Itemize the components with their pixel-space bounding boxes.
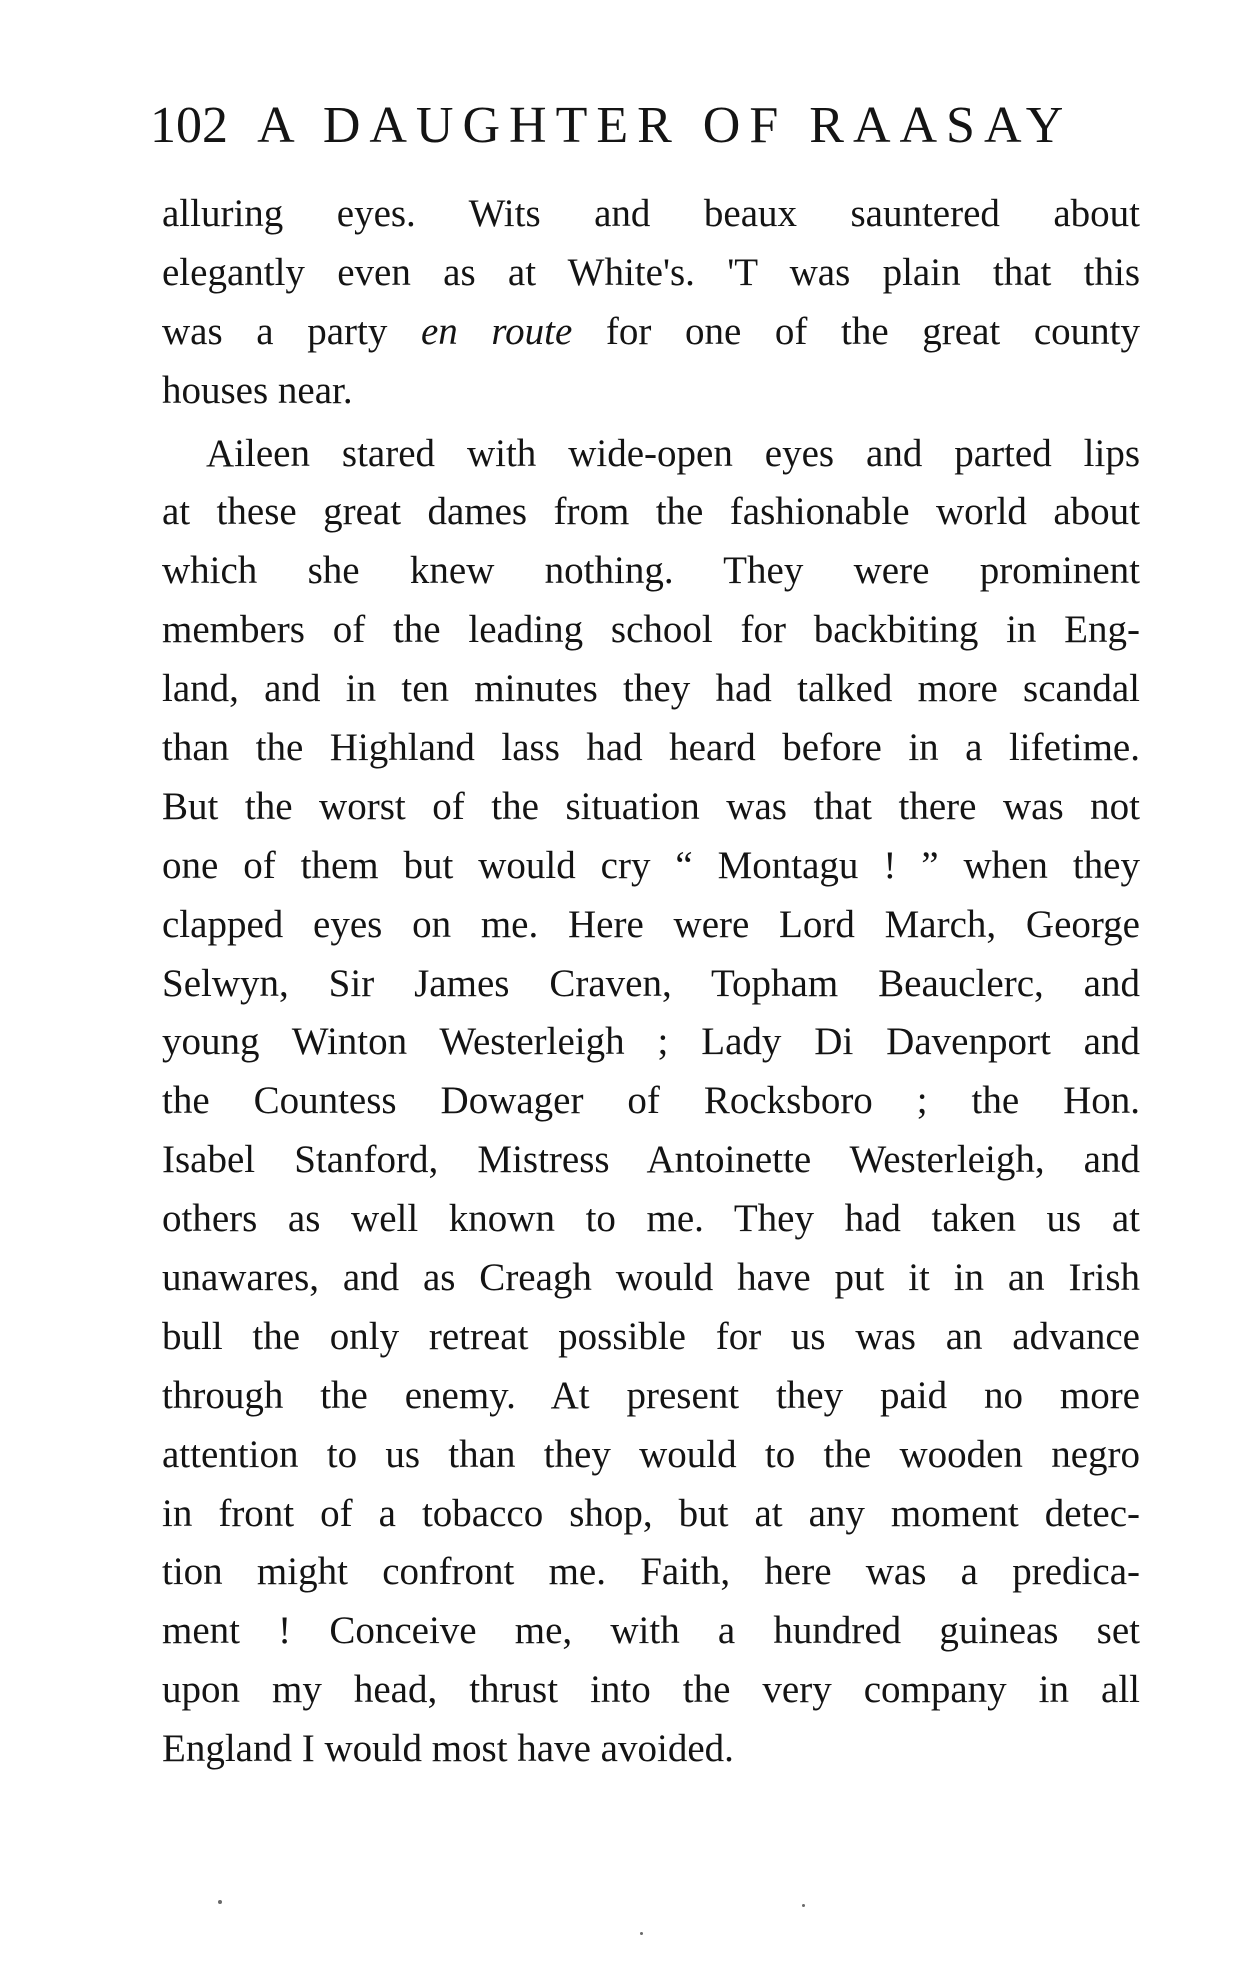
text-line: But the worst of the situation was that there was not [162, 784, 1140, 828]
text-line: clapped eyes on me. Here were Lord March, George [162, 902, 1140, 946]
text-line: tion might confront me. Faith, here was a predica- [162, 1550, 1140, 1594]
text-line: young Winton Westerleigh ; Lady Di Davenport and [162, 1020, 1140, 1064]
text-line: at these great dames from the fashionable world about [162, 490, 1140, 534]
body-text [162, 185, 1140, 1779]
print-speck [640, 1932, 643, 1935]
text-line: houses near. [162, 368, 353, 412]
italic-phrase: en route [420, 309, 573, 353]
text-line: one of them but would cry “ Montagu ! ” when they [162, 843, 1140, 887]
text-line: attention to us than they would to the wooden negro [162, 1432, 1140, 1476]
text-line: unawares, and as Creagh would have put it in an Irish [162, 1256, 1140, 1300]
text-line: Isabel Stanford, Mistress Antoinette Westerleigh, and [162, 1138, 1140, 1182]
text-line: elegantly even as at White's. 'T was plain that this [162, 250, 1140, 294]
text-line: which she knew nothing. They were prominent [162, 549, 1140, 593]
paragraph [162, 185, 1140, 421]
running-title: A DAUGHTER OF RAASAY [257, 97, 1073, 154]
page-number: 102 [150, 97, 228, 154]
text-line: England I would most have avoided. [162, 1727, 734, 1771]
text-line: the Countess Dowager of Rocksboro ; the Hon. [162, 1079, 1140, 1123]
text-line: ment ! Conceive me, with a hundred guineas set [162, 1609, 1140, 1653]
running-header [150, 97, 1142, 154]
text-line: in front of a tobacco shop, but at any moment detec- [162, 1491, 1140, 1535]
text-line: upon my head, thrust into the very company in all [162, 1668, 1140, 1712]
print-speck [802, 1904, 805, 1907]
text-line: through the enemy. At present they paid no more [162, 1373, 1140, 1417]
text-line: Selwyn, Sir James Craven, Topham Beauclerc, and [162, 961, 1140, 1005]
text-line: was a party en route for one of the great county [162, 309, 1140, 353]
text-line: members of the leading school for backbiting in Eng- [162, 608, 1140, 652]
text-line: land, and in ten minutes they had talked more scandal [162, 667, 1140, 711]
text-line: bull the only retreat possible for us was an advance [162, 1314, 1140, 1358]
paragraph [162, 425, 1140, 1779]
text-line: Aileen stared with wide-open eyes and parted lips [206, 431, 1140, 475]
text-line: than the Highland lass had heard before in a lifetime. [162, 726, 1140, 770]
print-speck [218, 1900, 222, 1904]
text-line: alluring eyes. Wits and beaux sauntered about [162, 192, 1140, 235]
text-line: others as well known to me. They had taken us at [162, 1197, 1140, 1241]
